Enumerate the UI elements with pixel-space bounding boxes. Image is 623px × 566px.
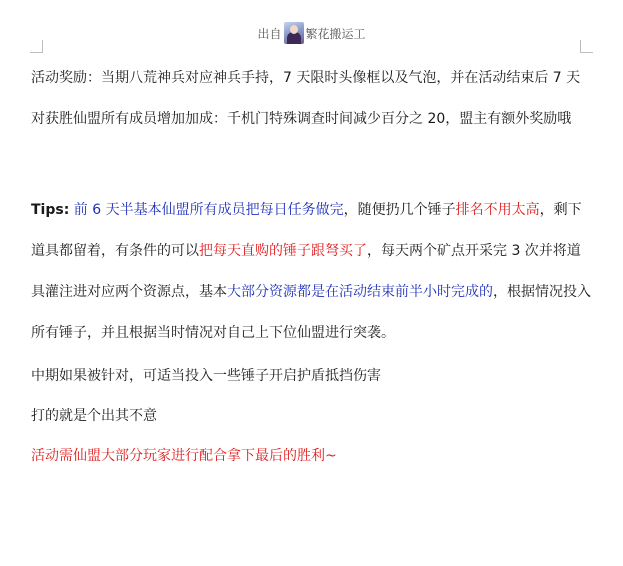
page-header	[0, 22, 623, 44]
avatar	[284, 22, 304, 44]
document-body	[31, 66, 591, 471]
tips-segment: 把每天直购的锤子跟弩买了	[199, 243, 367, 259]
header-prefix: 出自	[257, 26, 282, 41]
tips-segment: 排名不用太高	[455, 202, 540, 218]
reward-paragraph: 活动奖励：当期八荒神兵对应神兵手持，7 天限时头像框以及气泡，并在活动结束后 7 天对获胜仙盟所有成员增加加成：千机门特殊调查时间减少百分之 20，盟主有额外奖励哦	[31, 70, 581, 127]
tips-segment: ，根据情况投入所有锤子，并且根据当时情况对自己上下位仙盟进行突袭。	[31, 284, 591, 341]
tips-segment: ，每天两个矿点开采完 3 次并将道具灌注进对应两个资源点，基本	[31, 243, 581, 300]
tips-label: Tips:	[31, 202, 70, 218]
tips-segment: ，剩下道具都留着，有条件的可以	[31, 202, 582, 259]
surprise-paragraph: 打的就是个出其不意	[31, 408, 157, 424]
tips-segment: 大部分资源都是在活动结束前半小时完成的	[227, 284, 493, 300]
tips-segment: 前 6 天半基本仙盟所有成员把每日任务做完	[69, 202, 344, 218]
header-author: 繁花搬运工	[305, 26, 366, 41]
tips-segment: ，随便扔几个锤子	[343, 202, 456, 218]
midgame-paragraph: 中期如果被针对，可适当投入一些锤子开启护盾抵挡伤害	[31, 368, 381, 384]
closing-paragraph: 活动需仙盟大部分玩家进行配合拿下最后的胜利~	[31, 448, 337, 464]
tips-paragraph	[31, 190, 591, 354]
